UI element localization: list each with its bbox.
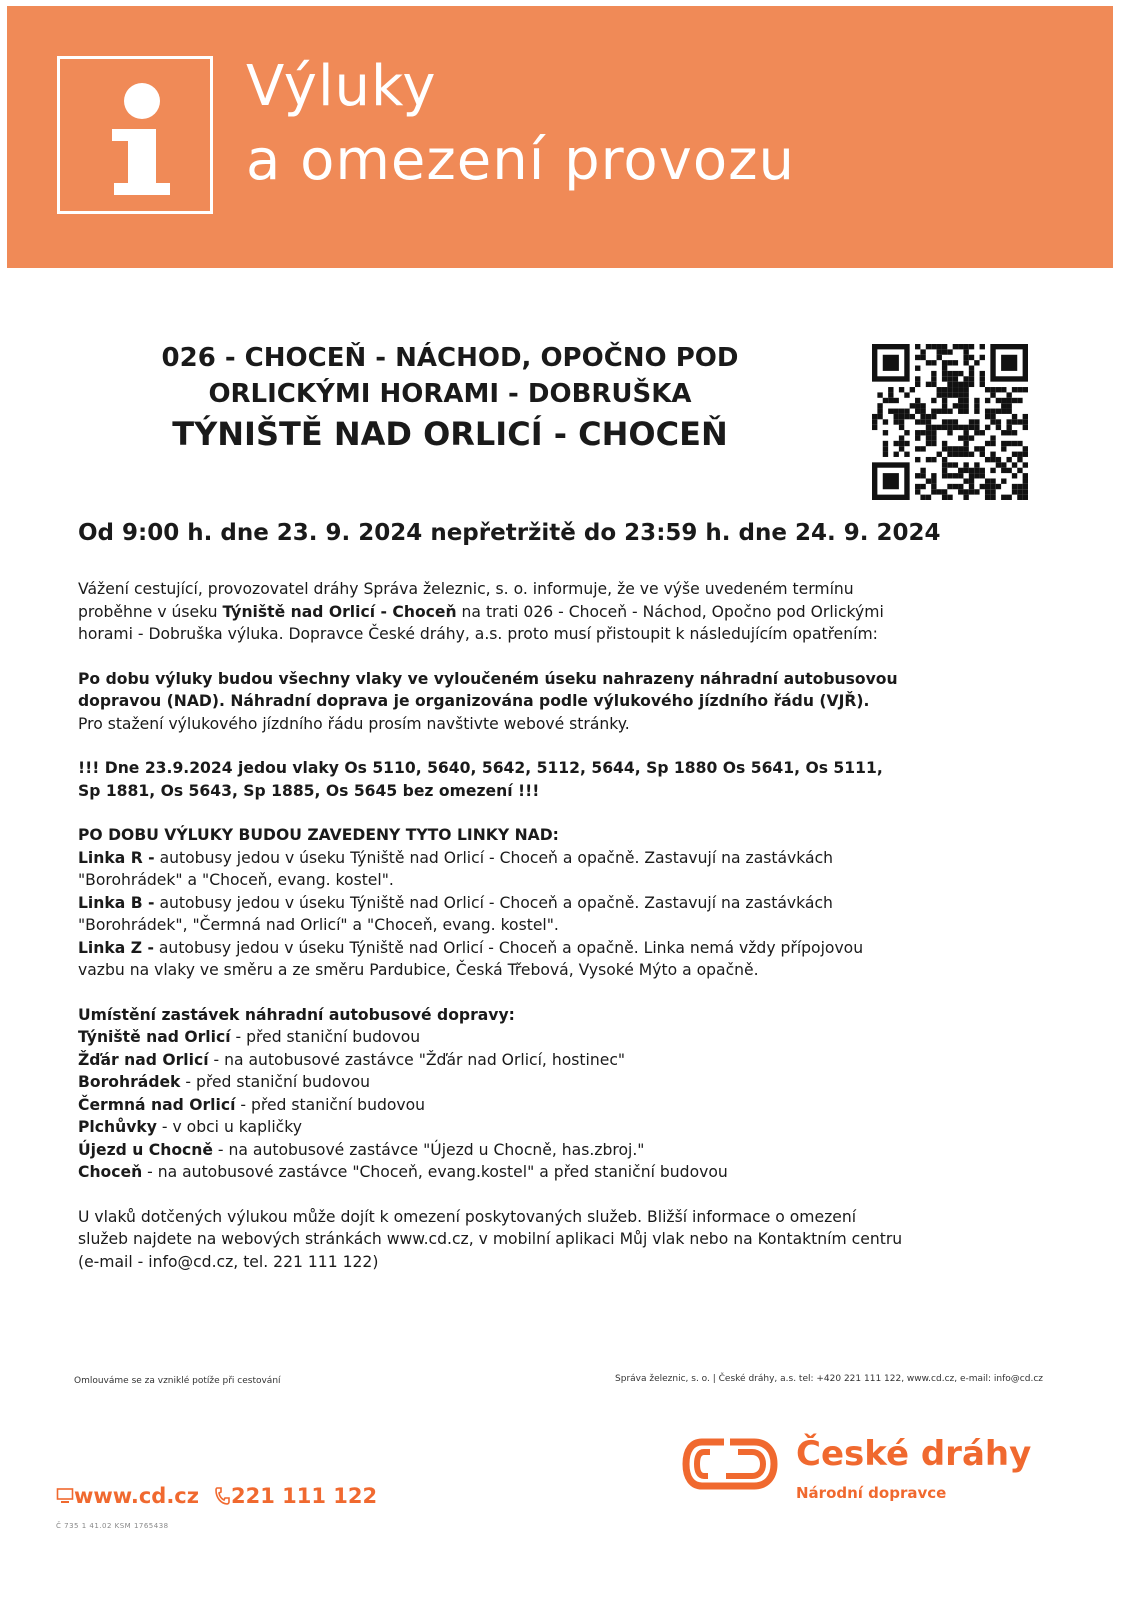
line-b	[78, 894, 833, 912]
line-z-label: Linka Z -	[78, 938, 154, 957]
web-link[interactable]: www.cd.cz	[74, 1484, 199, 1508]
stop-name: Borohrádek	[78, 1073, 181, 1091]
list-item	[78, 1051, 625, 1069]
intro-paragraph	[78, 578, 1058, 646]
exceptions-line-1: !!! Dne 23.9.2024 jedou vlaky Os 5110, 5640, 5642, 5112, 5644, Sp 1880 Os 5641, Os 5111,	[78, 759, 883, 777]
services-line-3: (e-mail - info@cd.cz, tel. 221 111 122)	[78, 1252, 379, 1271]
stop-name: Žďár nad Orlicí	[78, 1050, 209, 1069]
stop-desc: - před staniční budovou	[180, 1073, 371, 1091]
qr-code-icon[interactable]	[872, 344, 1028, 500]
info-icon	[57, 56, 213, 214]
page-title	[246, 50, 795, 198]
brand-subtitle: Národní dopravce	[796, 1484, 947, 1502]
bus-lines-paragraph	[78, 824, 1058, 982]
list-item	[78, 1096, 425, 1114]
phone-number[interactable]: 221 111 122	[230, 1484, 378, 1508]
route-section: TÝNIŠTĚ NAD ORLICÍ - CHOCEŇ	[172, 415, 728, 453]
stop-desc: - na autobusové zastávce "Újezd u Chocně, has.zbroj."	[212, 1140, 645, 1159]
line-z-text: autobusy jedou v úseku Týniště nad Orlicí - Choceň a opačně. Linka nemá vždy přípojovou	[153, 938, 864, 957]
stop-name: Újezd u Chocně	[78, 1140, 213, 1159]
contact-strip	[56, 1484, 377, 1508]
notice-body	[78, 578, 1058, 1295]
route-line-1: 026 - CHOCEŇ - NÁCHOD, OPOČNO POD	[161, 343, 739, 373]
exceptions-line-2: Sp 1881, Os 5643, Sp 1885, Os 5645 bez omezení !!!	[78, 781, 540, 800]
line-z	[78, 939, 863, 957]
exceptions-paragraph	[78, 757, 1058, 802]
services-line-2: služeb najdete na webových stránkách www.cd.cz, v mobilní aplikaci Můj vlak nebo na Kontaktním centru	[78, 1230, 903, 1248]
apology-note: Omlouváme se za vzniklé potíže při cestování	[74, 1376, 281, 1386]
nad-line-1: Po dobu výluky budou všechny vlaky ve vyloučeném úseku nahrazeny náhradní autobusovou	[78, 669, 898, 688]
stop-desc: - na autobusové zastávce "Žďár nad Orlicí, hostinec"	[208, 1050, 626, 1069]
document-codes: Č 735 1 41.02 KSM 1765438	[56, 1522, 169, 1530]
list-item	[78, 1141, 644, 1159]
line-r-label: Linka R -	[78, 848, 155, 867]
nad-line-3: Pro stažení výlukového jízdního řádu prosím navštivte webové stránky.	[78, 714, 630, 733]
list-item	[78, 1073, 370, 1091]
line-z-note: vazbu na vlaky ve směru a ze směru Pardubice, Česká Třebová, Vysoké Mýto a opačně.	[78, 961, 759, 979]
cd-logo-icon	[680, 1436, 780, 1492]
intro-line-1: Vážení cestující, provozovatel dráhy Správa železnic, s. o. informuje, že ve výše uvedeném termínu	[78, 580, 854, 598]
list-item	[78, 1163, 728, 1181]
title-line-2: a omezení provozu	[246, 128, 795, 193]
stop-desc: - na autobusové zastávce "Choceň, evang.kostel" a před staniční budovou	[142, 1163, 728, 1181]
monitor-icon	[56, 1487, 74, 1505]
closure-period: Od 9:00 h. dne 23. 9. 2024 nepřetržitě do 23:59 h. dne 24. 9. 2024	[78, 520, 941, 546]
title-line-1: Výluky	[246, 54, 437, 119]
route-heading	[60, 340, 840, 456]
stop-name: Choceň	[78, 1163, 143, 1181]
bus-lines-heading: PO DOBU VÝLUKY BUDOU ZAVEDENY TYTO LINKY NAD:	[78, 826, 559, 844]
stop-desc: - před staniční budovou	[235, 1095, 426, 1114]
line-b-text: autobusy jedou v úseku Týniště nad Orlicí - Choceň a opačně. Zastavují na zastávkách	[154, 893, 833, 912]
nad-paragraph	[78, 668, 1058, 736]
line-b-stops: "Borohrádek", "Čermná nad Orlicí" a "Choceň, evang. kostel".	[78, 916, 559, 934]
services-line-1: U vlaků dotčených výlukou může dojít k omezení poskytovaných služeb. Bližší informace o omezení	[78, 1207, 857, 1226]
list-item	[78, 1118, 302, 1136]
services-paragraph	[78, 1206, 1058, 1274]
line-r	[78, 849, 833, 867]
stop-name: Plchůvky	[78, 1118, 157, 1136]
line-b-label: Linka B -	[78, 893, 155, 912]
footer-contacts: Správa železnic, s. o. | České dráhy, a.s. tel: +420 221 111 122, www.cd.cz, e-mail: info@cd.cz	[615, 1374, 1043, 1384]
route-line-2: ORLICKÝMI HORAMI - DOBRUŠKA	[208, 379, 692, 409]
nad-line-2: dopravou (NAD). Náhradní doprava je organizována podle výlukového jízdního řádu (VJŘ).	[78, 692, 870, 710]
intro-section-bold: Týniště nad Orlicí - Choceň	[222, 602, 457, 621]
stop-name: Čermná nad Orlicí	[78, 1095, 236, 1114]
intro-line-3: horami - Dobruška výluka. Dopravce České dráhy, a.s. proto musí přistoupit k následujícím opatřením:	[78, 625, 878, 643]
intro-line-2	[78, 603, 884, 621]
list-item	[78, 1028, 420, 1046]
stop-desc: - v obci u kapličky	[156, 1118, 302, 1136]
brand-block	[680, 1436, 1070, 1516]
line-r-stops: "Borohrádek" a "Choceň, evang. kostel".	[78, 871, 394, 889]
stop-name: Týniště nad Orlicí	[78, 1028, 231, 1046]
intro-text: proběhne v úseku	[78, 602, 223, 621]
stop-desc: - před staniční budovou	[230, 1028, 421, 1046]
brand-name: České dráhy	[796, 1434, 1032, 1474]
stops-heading: Umístění zastávek náhradní autobusové dopravy:	[78, 1005, 515, 1024]
line-r-text: autobusy jedou v úseku Týniště nad Orlicí - Choceň a opačně. Zastavují na zastávkách	[154, 848, 834, 867]
intro-text: na trati 026 - Choceň - Náchod, Opočno pod Orlickými	[456, 602, 884, 621]
stops-paragraph	[78, 1004, 1058, 1184]
phone-icon	[213, 1486, 231, 1506]
